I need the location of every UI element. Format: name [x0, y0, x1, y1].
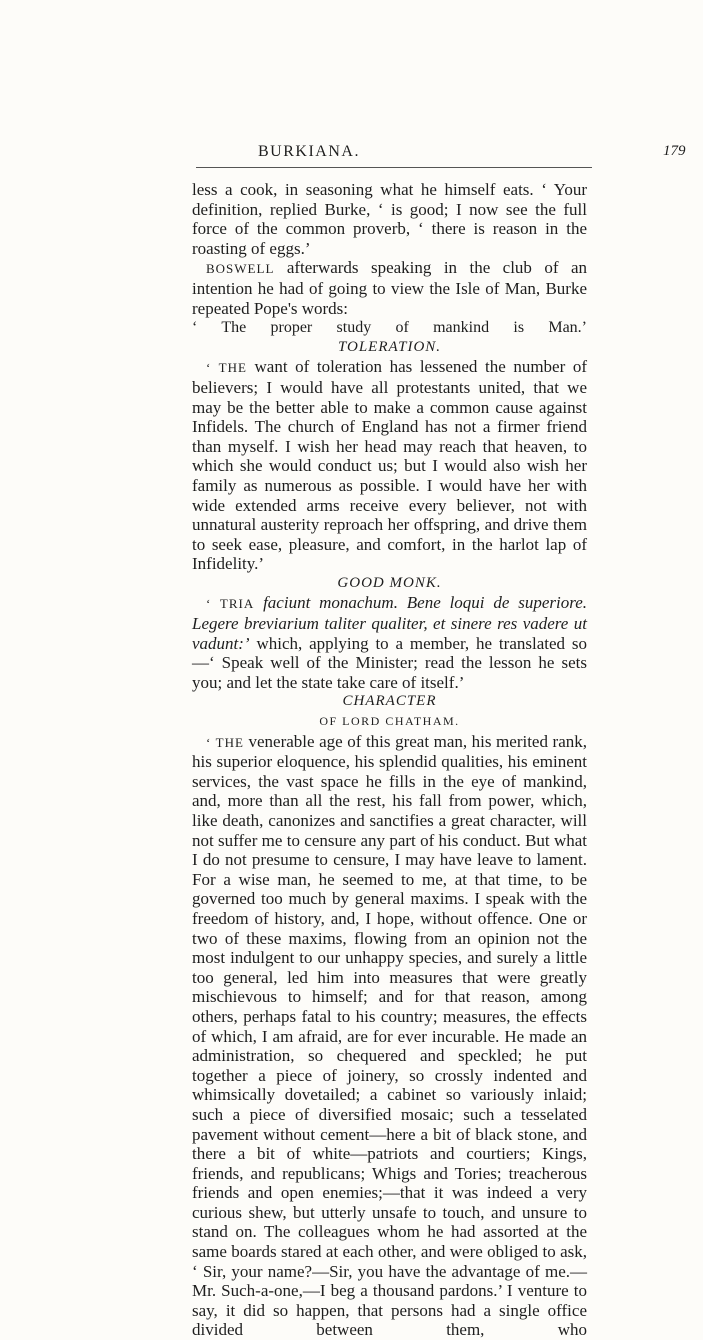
lead-word: BOSWELL [206, 261, 275, 277]
paragraph-chatham [192, 732, 587, 1340]
paragraph-text: afterwards speaking in the club of an intention he had of going to view the Isle of Man, Burke repeated Pope's words: [192, 258, 587, 318]
page-body [192, 180, 587, 1340]
section-heading-character: CHARACTER [342, 693, 437, 710]
paragraph-text: venerable age of this great man, his merited rank, his superior eloquence, his splendid qualities, his eminent services, the vast space he fills in the eye of mankind, and, more than all the rest, his fall from power, which, like death, canonizes and sanctifies a great character, will not suffer me to censure any part of his conduct. But what I do not presume to censure, I may have leave to lament. For a wise man, he seemed to me, at that time, to be governed too much by general maxims. I speak with the freedom of history, and, I hope, without offence. One or two of these maxims, flowing from an opinion not the most indulgent to our unhappy species, and surely a little too general, led him into measures that were greatly mischievous to himself; and for that reason, among others, perhaps fatal to his country; measures, the effects of which, I am afraid, are for ever incurable. He made an administration, so chequered and speckled; he put together a piece of joinery, so crossly indented and whimsically dovetailed; a cabinet so variously inlaid; such a piece of diversified mosaic; such a tesselated pavement without cement—here a bit of black stone, and there a bit of white—patriots and courtiers; Kings, friends, and republicans; Whigs and Tories; treacherous friends and open enemies;—that it was indeed a very curious shew, but utterly unsafe to touch, and unsure to stand on. The colleagues whom he had assorted at the same boards stared at each other, and were obliged to ask, ‘ Sir, your name?—Sir, you have the advantage of me.—Mr. Such-a-one,—I beg a thousand pardons.’ I venture to say, it did so happen, that persons had a single office divided between them, who [192, 731, 587, 1340]
lead-word: ‘ THE [206, 360, 247, 376]
paragraph-toleration [192, 357, 587, 574]
section-heading-toleration: TOLERATION. [337, 338, 442, 355]
paragraph-good-monk [192, 593, 587, 692]
lead-word: ‘ TRIA [206, 596, 255, 612]
running-header: BURKIANA. [258, 143, 360, 160]
section-subheading-chatham: OF LORD CHATHAM. [319, 714, 460, 729]
paragraph-boswell [192, 258, 587, 318]
lead-word: ‘ THE [206, 734, 244, 750]
paragraph-eggs: less a cook, in seasoning what he himself eats. ‘ Your definition, replied Burke, ‘ is good; I now see the full force of the common proverb, ‘ there is reason in the roasting of eggs.’ [192, 180, 587, 258]
paragraph-text: want of toleration has lessened the number of believers; I would have all protestants united, that we may be the better able to make a common cause against Infidels. The church of England has not a firmer friend than myself. I wish her head may reach that heaven, to which she would conduct us; but I would also wish her family as numerous as possible. I would have her with wide extended arms receive every believer, not with unnatural austerity reproach her offspring, and drive them to seek ease, pleasure, and comfort, in the harlot lap of Infidelity.’ [192, 357, 587, 574]
latin-text: faciunt monachum. Bene loqui de superiore. Legere breviarium taliter qualiter, et sinere res vadere ut vadunt:’ [192, 593, 587, 653]
page-number: 179 [663, 143, 686, 159]
header-rule [196, 167, 592, 168]
section-heading-good-monk: GOOD MONK. [337, 574, 442, 591]
pope-quote: ‘ The proper study of mankind is Man.’ [192, 319, 587, 337]
paragraph-text: which, applying to a member, he translated so—‘ Speak well of the Minister; read the lesson he sets you; and let the state take care of itself.’ [192, 633, 587, 692]
